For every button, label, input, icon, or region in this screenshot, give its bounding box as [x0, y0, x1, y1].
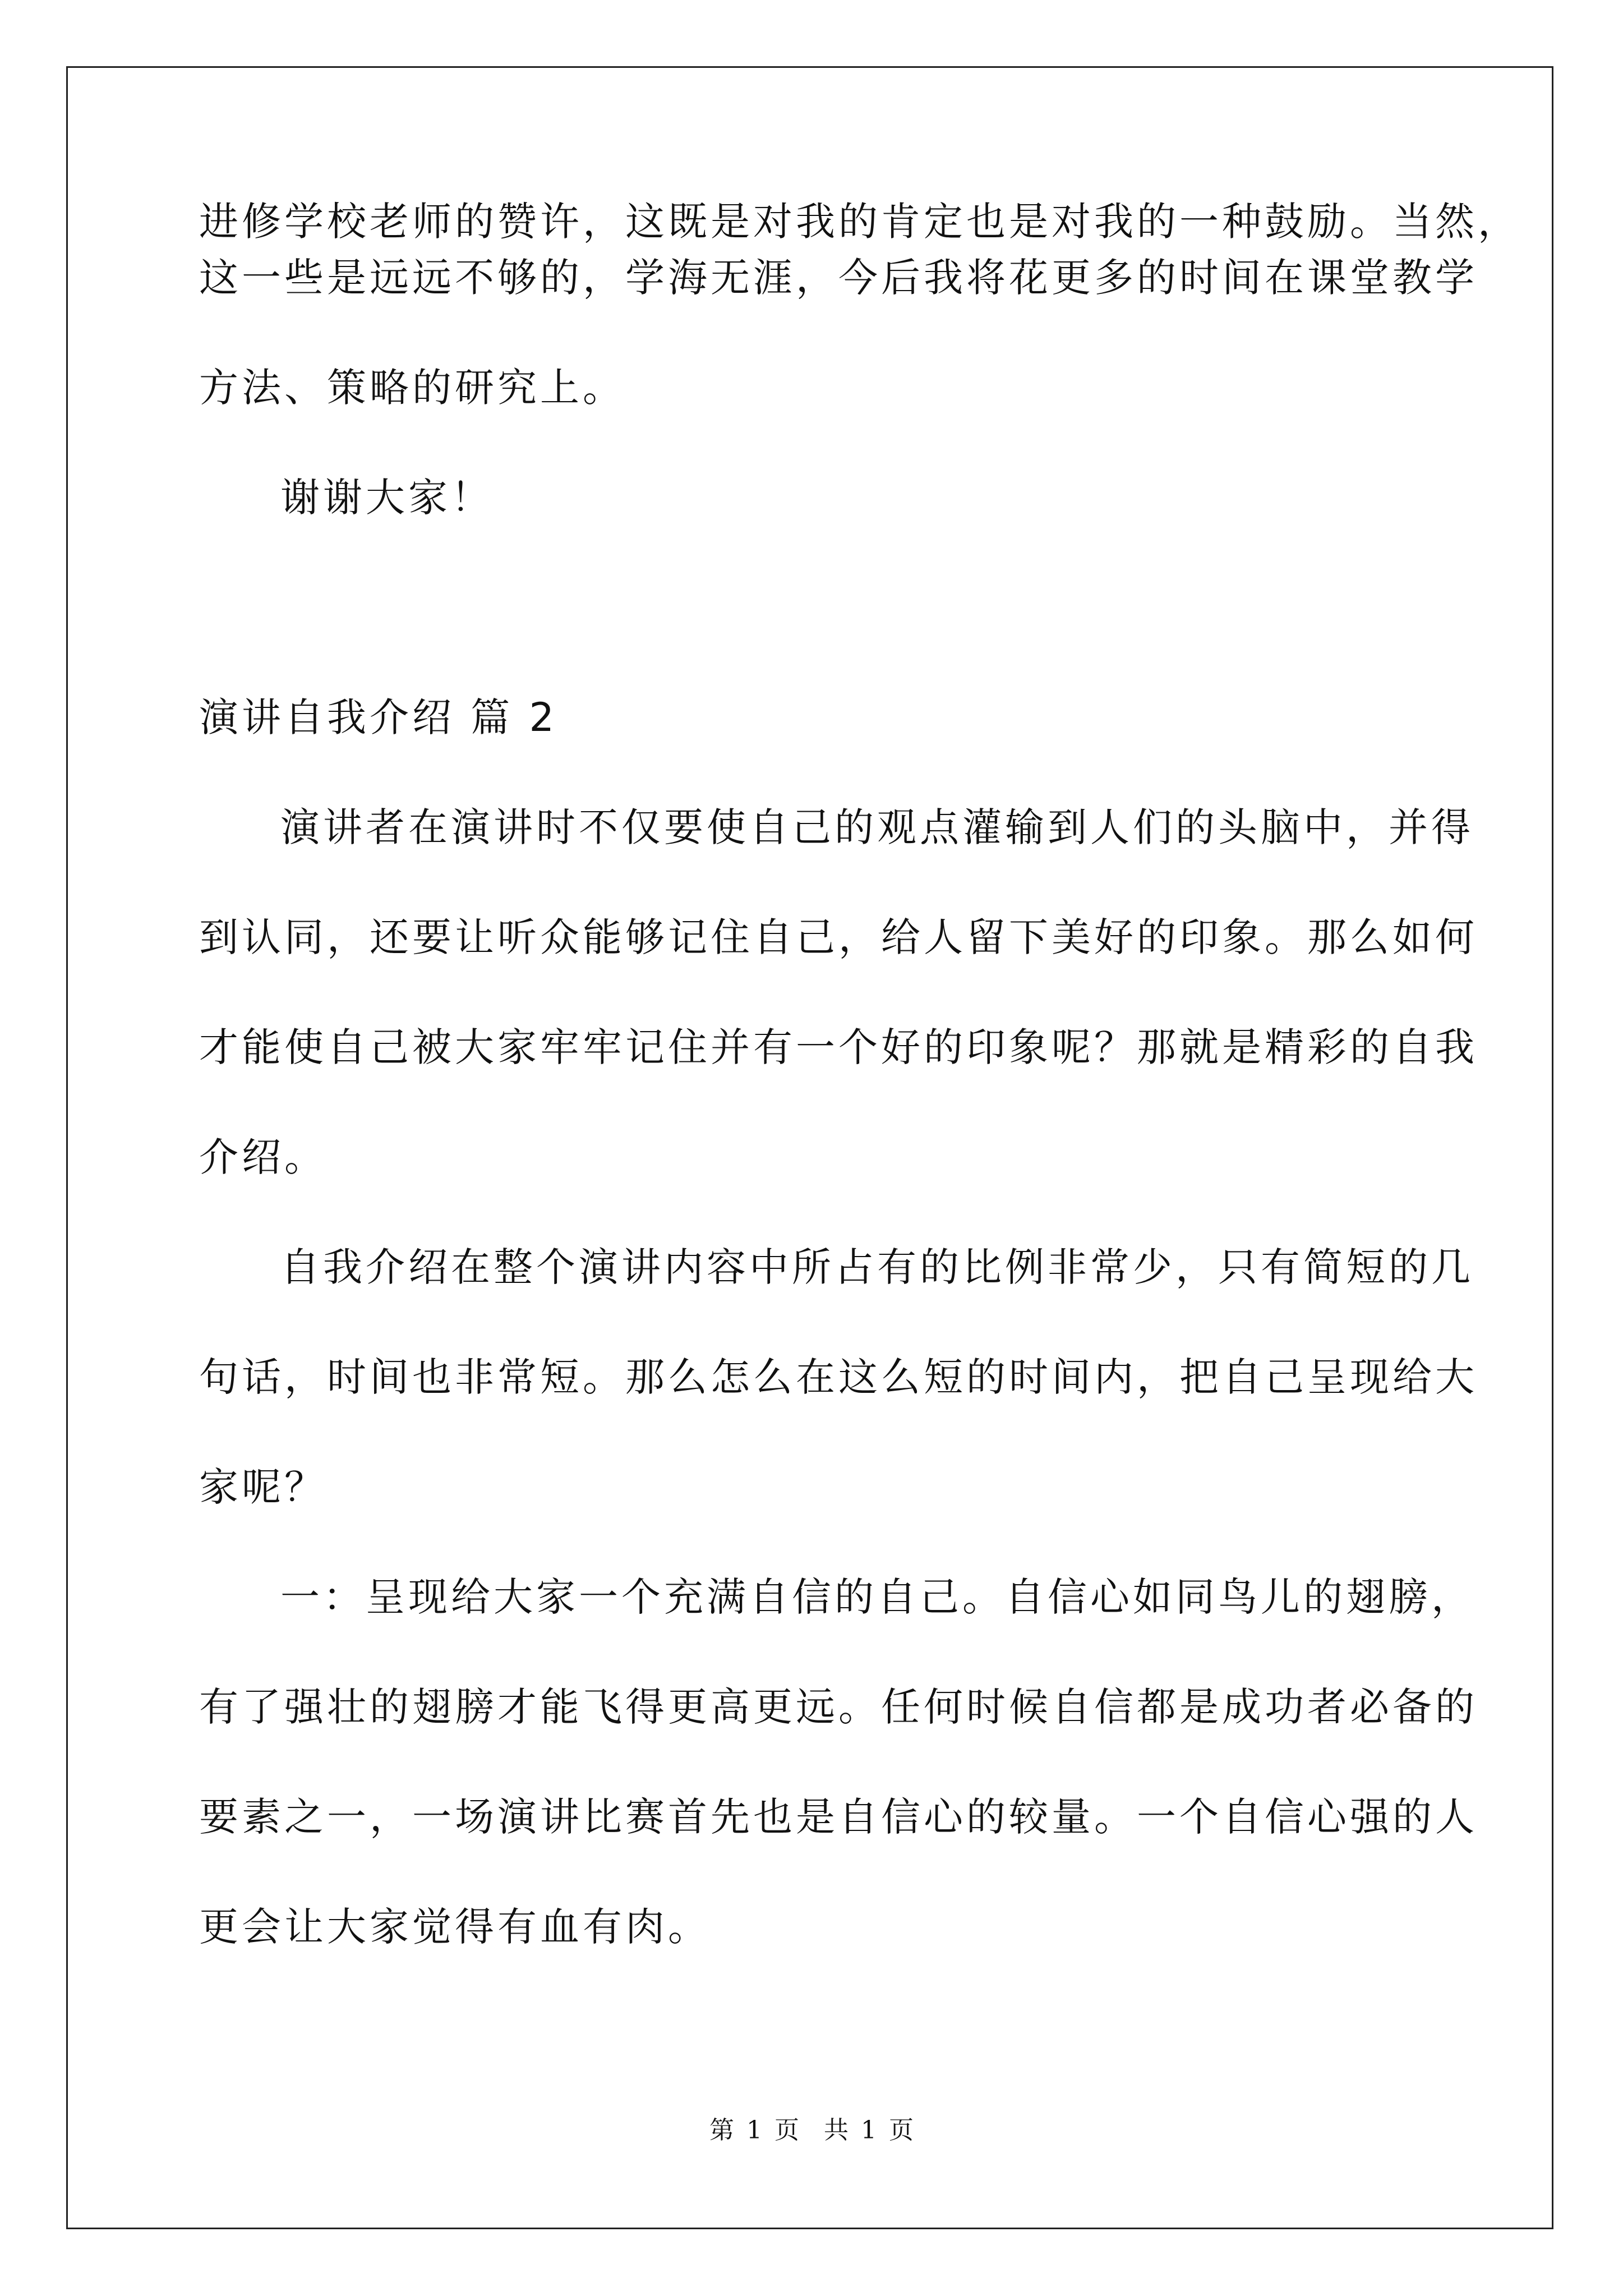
text-line: 要素之一，一场演讲比赛首先也是自信心的较量。一个自信心强的人 — [199, 1794, 1478, 1840]
text-line: 到认同，还要让听众能够记住自己，给人留下美好的印象。那么如何 — [199, 914, 1478, 960]
section-heading: 演讲自我介绍 篇 2 — [199, 694, 558, 740]
text-line: 有了强壮的翅膀才能飞得更高更远。任何时候自信都是成功者必备的 — [199, 1684, 1478, 1730]
text-line: 家呢？ — [199, 1464, 327, 1510]
text-line: 一：呈现给大家一个充满自信的自己。自信心如同鸟儿的翅膀， — [280, 1574, 1474, 1620]
text-line: 自我介绍在整个演讲内容中所占有的比例非常少，只有简短的几 — [280, 1244, 1474, 1290]
text-line: 句话，时间也非常短。那么怎么在这么短的时间内，把自己呈现给大 — [199, 1354, 1478, 1400]
text-line: 方法、策略的研究上。 — [199, 365, 625, 411]
text-line: 才能使自己被大家牢牢记住并有一个好的印象呢？那就是精彩的自我 — [199, 1024, 1478, 1070]
text-line: 介绍。 — [199, 1134, 327, 1180]
text-line: 更会让大家觉得有血有肉。 — [199, 1904, 711, 1950]
page-footer: 第 1 页 共 1 页 — [709, 2116, 914, 2145]
text-line: 演讲者在演讲时不仅要使自己的观点灌输到人们的头脑中，并得 — [280, 804, 1474, 850]
text-line: 进修学校老师的赞许，这既是对我的肯定也是对我的一种鼓励。当然， — [199, 199, 1520, 245]
document-body — [199, 194, 1520, 1955]
text-line: 这一些是远远不够的，学海无涯，今后我将花更多的时间在课堂教学 — [199, 255, 1478, 301]
closing-line: 谢谢大家！ — [280, 475, 494, 521]
